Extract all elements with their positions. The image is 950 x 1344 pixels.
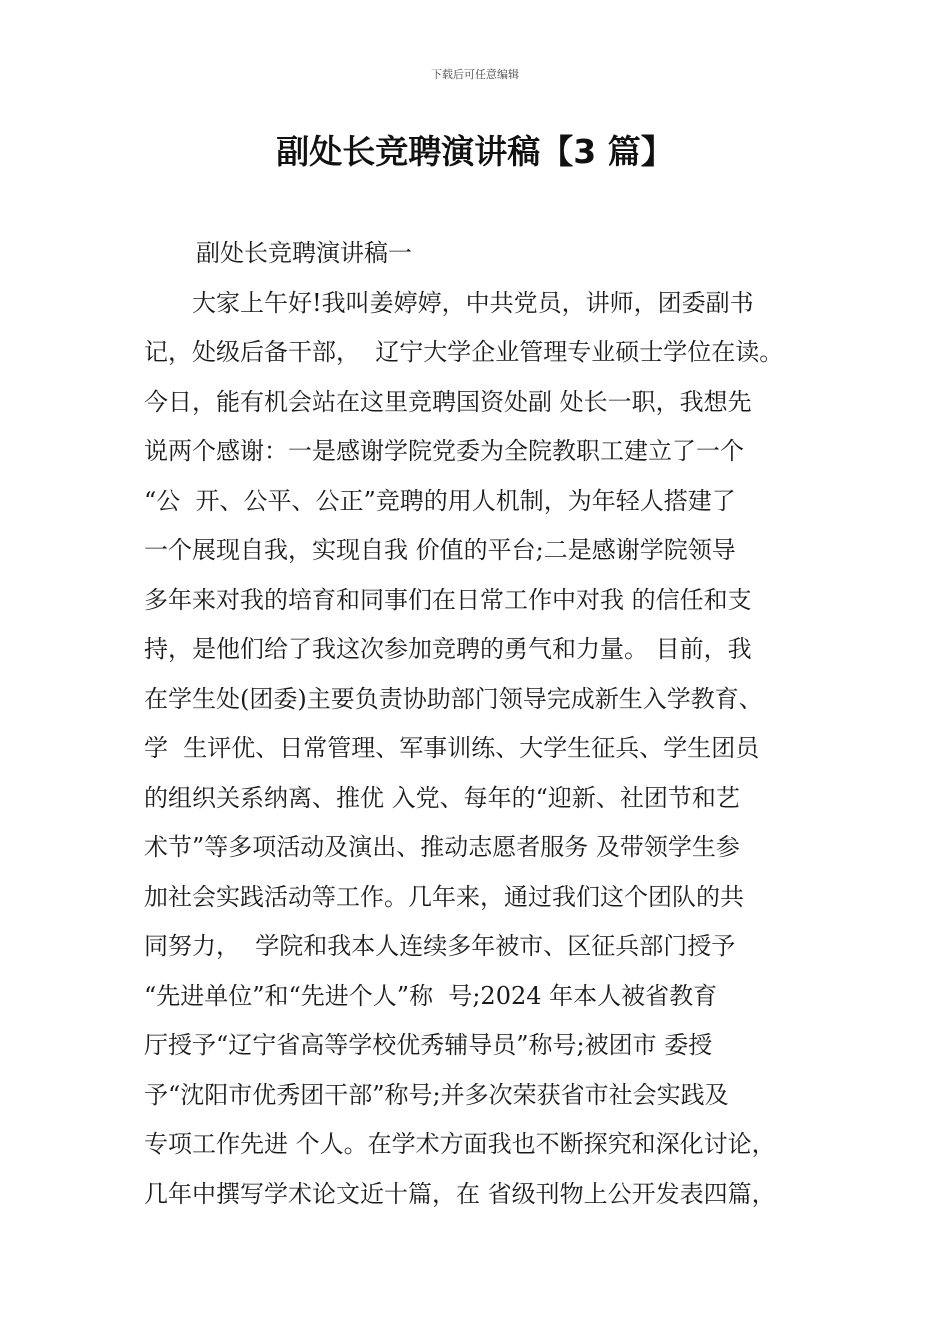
paragraph-line: 多年来对我的培育和同事们在日常工作中对我 的信任和支 — [144, 585, 752, 614]
paragraph-line: “先进单位”和“先进个人”称 号;2024 年本人被省教育 — [144, 981, 718, 1010]
page-header-note: 下载后可任意编辑 — [431, 68, 519, 81]
paragraph-line: 几年中撰写学术论文近十篇，在 省级刊物上公开发表四篇， — [144, 1179, 776, 1208]
section-heading: 副处长竞聘演讲稿一 — [196, 239, 412, 267]
paragraph-line: 予“沈阳市优秀团干部”称号;并多次荣获省市社会实践及 — [144, 1080, 729, 1109]
paragraph-line: 持，是他们给了我这次参加竞聘的勇气和力量。 目前，我 — [144, 635, 752, 663]
paragraph-line: 一个展现自我，实现自我 价值的平台;二是感谢学院领导 — [144, 536, 736, 564]
paragraph-line: 专项工作先进 个人。在学术方面我也不断探究和深化讨论， — [144, 1130, 776, 1158]
paragraph-line: 学 生评优、日常管理、军事训练、大学生征兵、学生团员 — [144, 734, 760, 762]
paragraph-line: 厅授予“辽宁省高等学校优秀辅导员”称号;被团市 委授 — [144, 1031, 713, 1059]
paragraph-line: 说两个感谢：一是感谢学院党委为全院教职工建立了一个 — [144, 437, 744, 465]
paragraph-line: 大家上午好!我叫姜婷婷，中共党员，讲师，团委副书 — [144, 288, 754, 317]
paragraph-line: “公 开、公平、公正”竞聘的用人机制，为年轻人搭建了 — [144, 486, 736, 515]
document-title: 副处长竞聘演讲稿【3 篇】 — [276, 132, 674, 171]
paragraph-line: 在学生处(团委)主要负责协助部门领导完成新生入学教育、 — [144, 684, 763, 713]
paragraph-line: 记，处级后备干部， 辽宁大学企业管理专业硕士学位在读。 — [144, 338, 784, 366]
paragraph-line: 今日，能有机会站在这里竞聘国资处副 处长一职，我想先 — [144, 387, 752, 416]
document-body — [144, 229, 834, 1219]
paragraph-line: 同努力， 学院和我本人连续多年被市、区征兵部门授予 — [144, 932, 736, 960]
paragraph-line: 术节”等多项活动及演出、推动志愿者服务 及带领学生参 — [144, 833, 740, 861]
paragraph-line: 加社会实践活动等工作。几年来，通过我们这个团队的共 — [144, 882, 744, 911]
paragraph-line: 的组织关系纳离、推优 入党、每年的“迎新、社团节和艺 — [144, 783, 740, 812]
